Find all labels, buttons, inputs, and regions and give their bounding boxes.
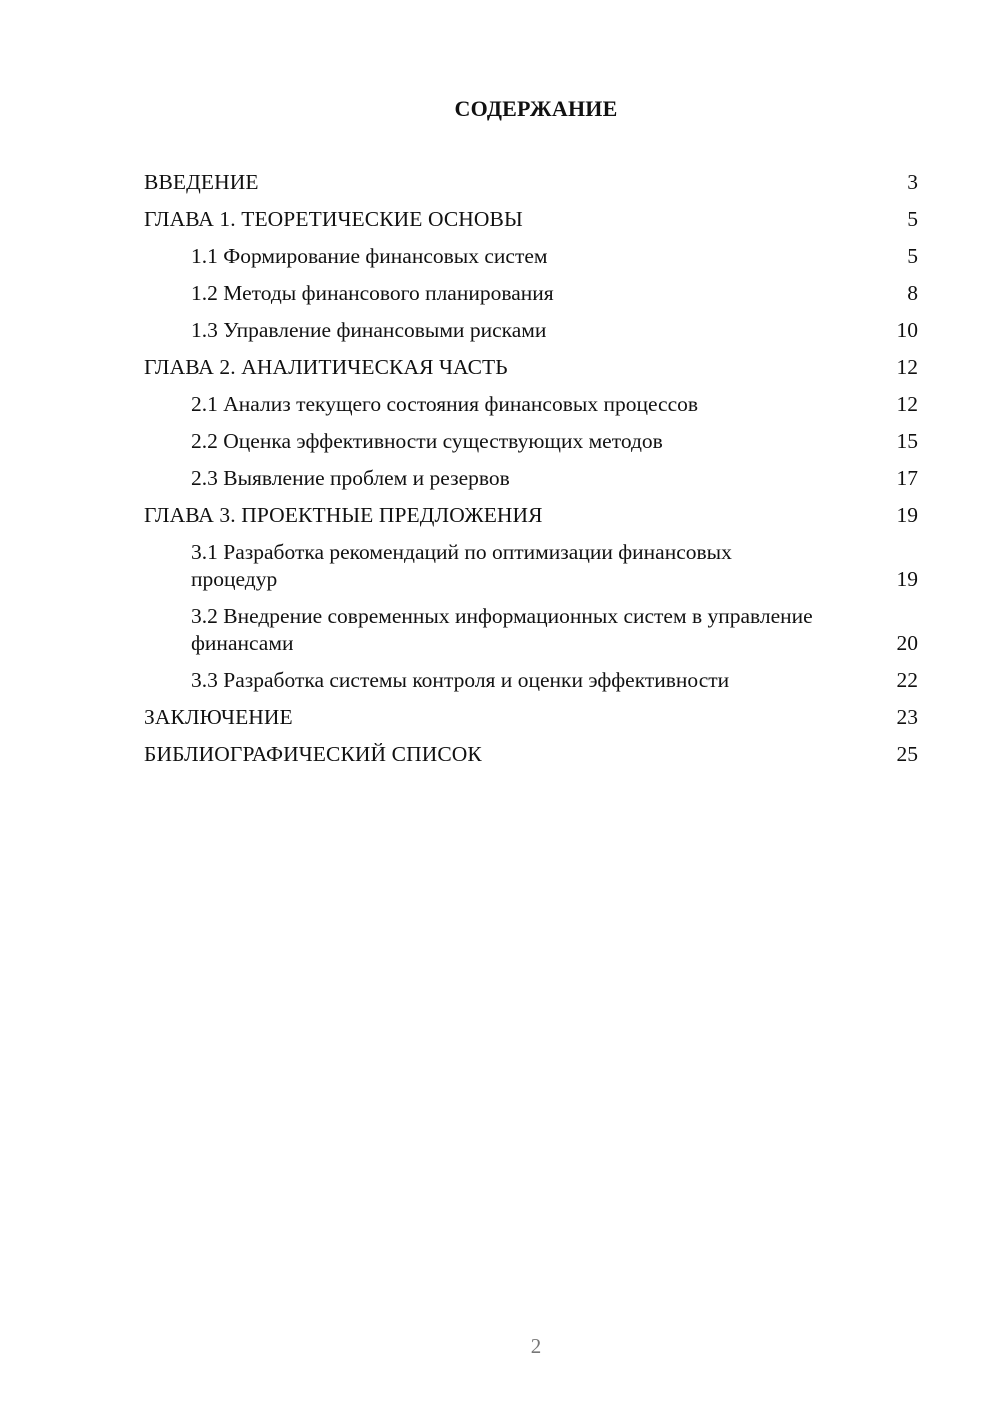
toc-entry-label: 2.3 Выявление проблем и резервов: [191, 466, 510, 490]
toc-entry-chapter-2: [144, 354, 918, 381]
toc-entry-chapter-3: [144, 502, 918, 529]
toc-entry-page: 25: [896, 742, 918, 766]
toc-entry-label: 3.3 Разработка системы контроля и оценки эффективности: [191, 668, 730, 692]
toc-entry-label: 1.3 Управление финансовыми рисками: [191, 318, 547, 342]
toc-entry-page: 19: [896, 503, 918, 527]
toc-entry-page: 3: [907, 170, 918, 194]
toc-entry-section-2-1: [144, 391, 918, 418]
toc-entry-bibliography: [144, 741, 918, 768]
toc-entry-label: ГЛАВА 3. ПРОЕКТНЫЕ ПРЕДЛОЖЕНИЯ: [144, 503, 543, 527]
toc-entry-label: ГЛАВА 2. АНАЛИТИЧЕСКАЯ ЧАСТЬ: [144, 355, 508, 379]
toc-entry-label: ГЛАВА 1. ТЕОРЕТИЧЕСКИЕ ОСНОВЫ: [144, 207, 523, 231]
toc-entry-section-3-2: [144, 603, 918, 657]
toc-entry-page: 17: [896, 466, 918, 490]
toc-entry-label: 2.2 Оценка эффективности существующих методов: [191, 429, 663, 453]
toc-entry-page: 20: [896, 631, 918, 655]
toc-entry-page: 12: [896, 392, 918, 416]
toc-entry-page: 5: [907, 207, 918, 231]
toc-entry-label: 3.1 Разработка рекомендаций по оптимизации финансовых процедур: [191, 540, 732, 591]
toc-entry-section-2-3: [144, 465, 918, 492]
toc-entry-section-3-1: [144, 539, 918, 593]
page-title: СОДЕРЖАНИЕ: [454, 96, 618, 121]
toc-entry-label: ЗАКЛЮЧЕНИЕ: [144, 705, 293, 729]
table-of-contents: [144, 169, 918, 778]
toc-entry-section-3-3: [144, 667, 918, 694]
toc-entry-label: 1.2 Методы финансового планирования: [191, 281, 554, 305]
toc-entry-section-1-2: [144, 280, 918, 307]
toc-entry-label: 1.1 Формирование финансовых систем: [191, 244, 548, 268]
toc-entry-chapter-1: [144, 206, 918, 233]
toc-entry-label: 3.2 Внедрение современных информационных систем в управление финансами: [191, 604, 813, 655]
toc-entry-page: 15: [896, 429, 918, 453]
toc-entry-page: 10: [896, 318, 918, 342]
page-number: 2: [530, 1334, 542, 1358]
toc-entry-section-1-1: [144, 243, 918, 270]
toc-entry-label: БИБЛИОГРАФИЧЕСКИЙ СПИСОК: [144, 742, 482, 766]
toc-entry-page: 19: [896, 567, 918, 591]
toc-entry-introduction: [144, 169, 918, 196]
toc-entry-label: 2.1 Анализ текущего состояния финансовых процессов: [191, 392, 699, 416]
toc-entry-page: 5: [907, 244, 918, 268]
toc-entry-page: 22: [896, 668, 918, 692]
toc-entry-page: 8: [907, 281, 918, 305]
toc-entry-page: 23: [896, 705, 918, 729]
toc-entry-page: 12: [896, 355, 918, 379]
toc-entry-section-2-2: [144, 428, 918, 455]
toc-entry-label: ВВЕДЕНИЕ: [144, 170, 259, 194]
toc-entry-section-1-3: [144, 317, 918, 344]
toc-entry-conclusion: [144, 704, 918, 731]
